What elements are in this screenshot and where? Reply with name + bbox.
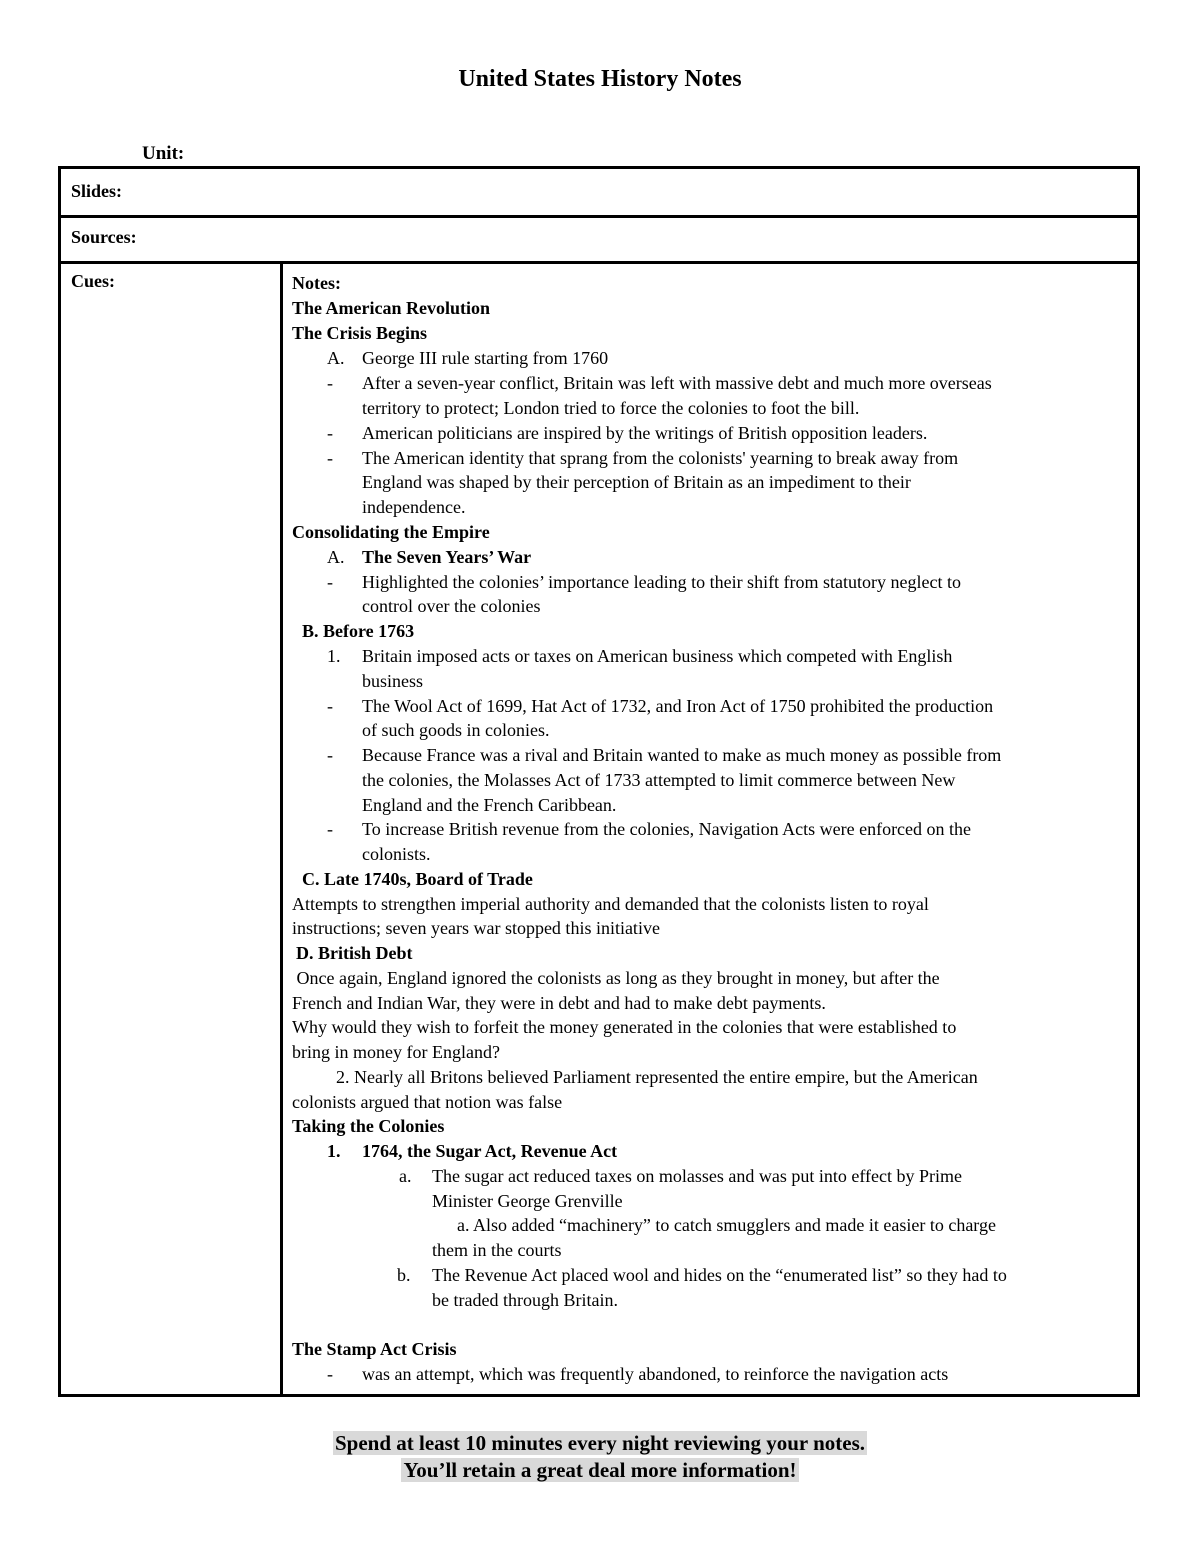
cues-label: Cues: [71, 271, 115, 291]
list-marker: A. [327, 547, 345, 567]
slides-label: Slides: [71, 181, 123, 201]
dash-marker: - [327, 745, 333, 765]
list-marker: 1. [327, 646, 341, 666]
heading-late-1740s: C. Late 1740s, Board of Trade [302, 869, 533, 889]
list-item: Minister George Grenville [432, 1191, 623, 1211]
list-item: England and the French Caribbean. [362, 795, 617, 815]
list-item: colonists. [362, 844, 431, 864]
heading-stamp-act-crisis: The Stamp Act Crisis [292, 1339, 457, 1359]
notes-label: Notes: [292, 273, 341, 293]
list-item: The American identity that sprang from the colonists' yearning to break away from [362, 448, 959, 468]
paragraph-line: instructions; seven years war stopped this initiative [292, 918, 660, 938]
list-item: The Wool Act of 1699, Hat Act of 1732, and Iron Act of 1750 prohibited the production [362, 696, 994, 716]
notes-table [58, 166, 1140, 1397]
sources-row [61, 215, 1137, 264]
dash-marker: - [327, 696, 333, 716]
list-marker: a. [399, 1166, 412, 1186]
heading-british-debt: D. British Debt [296, 943, 413, 963]
list-item: be traded through Britain. [432, 1290, 618, 1310]
paragraph-line: Why would they wish to forfeit the money generated in the colonies that were established to [292, 1017, 957, 1037]
footer-reminder [0, 1430, 1200, 1484]
unit-label: Unit: [142, 143, 185, 164]
paragraph-line: colonists argued that notion was false [292, 1092, 563, 1112]
notes-column [292, 261, 1125, 1394]
list-item: Because France was a rival and Britain wanted to make as much money as possible from [362, 745, 1002, 765]
dash-marker: - [327, 819, 333, 839]
page-title: United States History Notes [458, 66, 742, 92]
heading-american-revolution: The American Revolution [292, 298, 490, 318]
list-item: control over the colonies [362, 596, 541, 616]
list-item: England was shaped by their perception of Britain as an impediment to their [362, 472, 911, 492]
list-item: To increase British revenue from the colonies, Navigation Acts were enforced on the [362, 819, 972, 839]
list-item: territory to protect; London tried to force the colonies to foot the bill. [362, 398, 860, 418]
dash-marker: - [327, 423, 333, 443]
dash-marker: - [327, 1364, 333, 1384]
list-item: of such goods in colonies. [362, 720, 550, 740]
list-item: After a seven-year conflict, Britain was left with massive debt and much more overseas [362, 373, 992, 393]
list-item: independence. [362, 497, 466, 517]
list-item: American politicians are inspired by the writings of British opposition leaders. [362, 423, 928, 443]
list-item: was an attempt, which was frequently abandoned, to reinforce the navigation acts [362, 1364, 949, 1384]
footer-line-2: You’ll retain a great deal more information! [403, 1458, 797, 1482]
list-marker: 1. [327, 1141, 341, 1161]
heading-before-1763: B. Before 1763 [302, 621, 415, 641]
heading-seven-years-war: The Seven Years’ War [362, 547, 532, 567]
paragraph-line: 2. Nearly all Britons believed Parliament represented the entire empire, but the American [336, 1067, 978, 1087]
footer-line-1: Spend at least 10 minutes every night reviewing your notes. [334, 1431, 866, 1455]
heading-taking-colonies: Taking the Colonies [292, 1116, 445, 1136]
dash-marker: - [327, 572, 333, 592]
cues-column [61, 261, 283, 1394]
heading-sugar-act: 1764, the Sugar Act, Revenue Act [362, 1141, 618, 1161]
heading-crisis-begins: The Crisis Begins [292, 323, 428, 343]
sources-label: Sources: [71, 227, 137, 247]
slides-row [61, 169, 1137, 218]
dash-marker: - [327, 448, 333, 468]
paragraph-line: Attempts to strengthen imperial authority and demanded that the colonists listen to royal [292, 894, 929, 914]
list-item: business [362, 671, 424, 691]
list-item: George III rule starting from 1760 [362, 348, 609, 368]
list-marker: A. [327, 348, 345, 368]
list-item: Highlighted the colonies’ importance leading to their shift from statutory neglect to [362, 572, 962, 592]
list-item: Britain imposed acts or taxes on American business which competed with English [362, 646, 953, 666]
paragraph-line: bring in money for England? [292, 1042, 500, 1062]
paragraph-line: French and Indian War, they were in debt and had to make debt payments. [292, 993, 826, 1013]
heading-consolidating-empire: Consolidating the Empire [292, 522, 490, 542]
paragraph-line: Once again, England ignored the colonists as long as they brought in money, but after the [292, 968, 940, 988]
list-item: The Revenue Act placed wool and hides on the “enumerated list” so they had to [432, 1265, 1007, 1285]
list-item: the colonies, the Molasses Act of 1733 attempted to limit commerce between New [362, 770, 956, 790]
dash-marker: - [327, 373, 333, 393]
list-item: a. Also added “machinery” to catch smugglers and made it easier to charge [457, 1215, 996, 1235]
list-marker: b. [397, 1265, 411, 1285]
list-item: them in the courts [432, 1240, 562, 1260]
list-item: The sugar act reduced taxes on molasses and was put into effect by Prime [432, 1166, 963, 1186]
